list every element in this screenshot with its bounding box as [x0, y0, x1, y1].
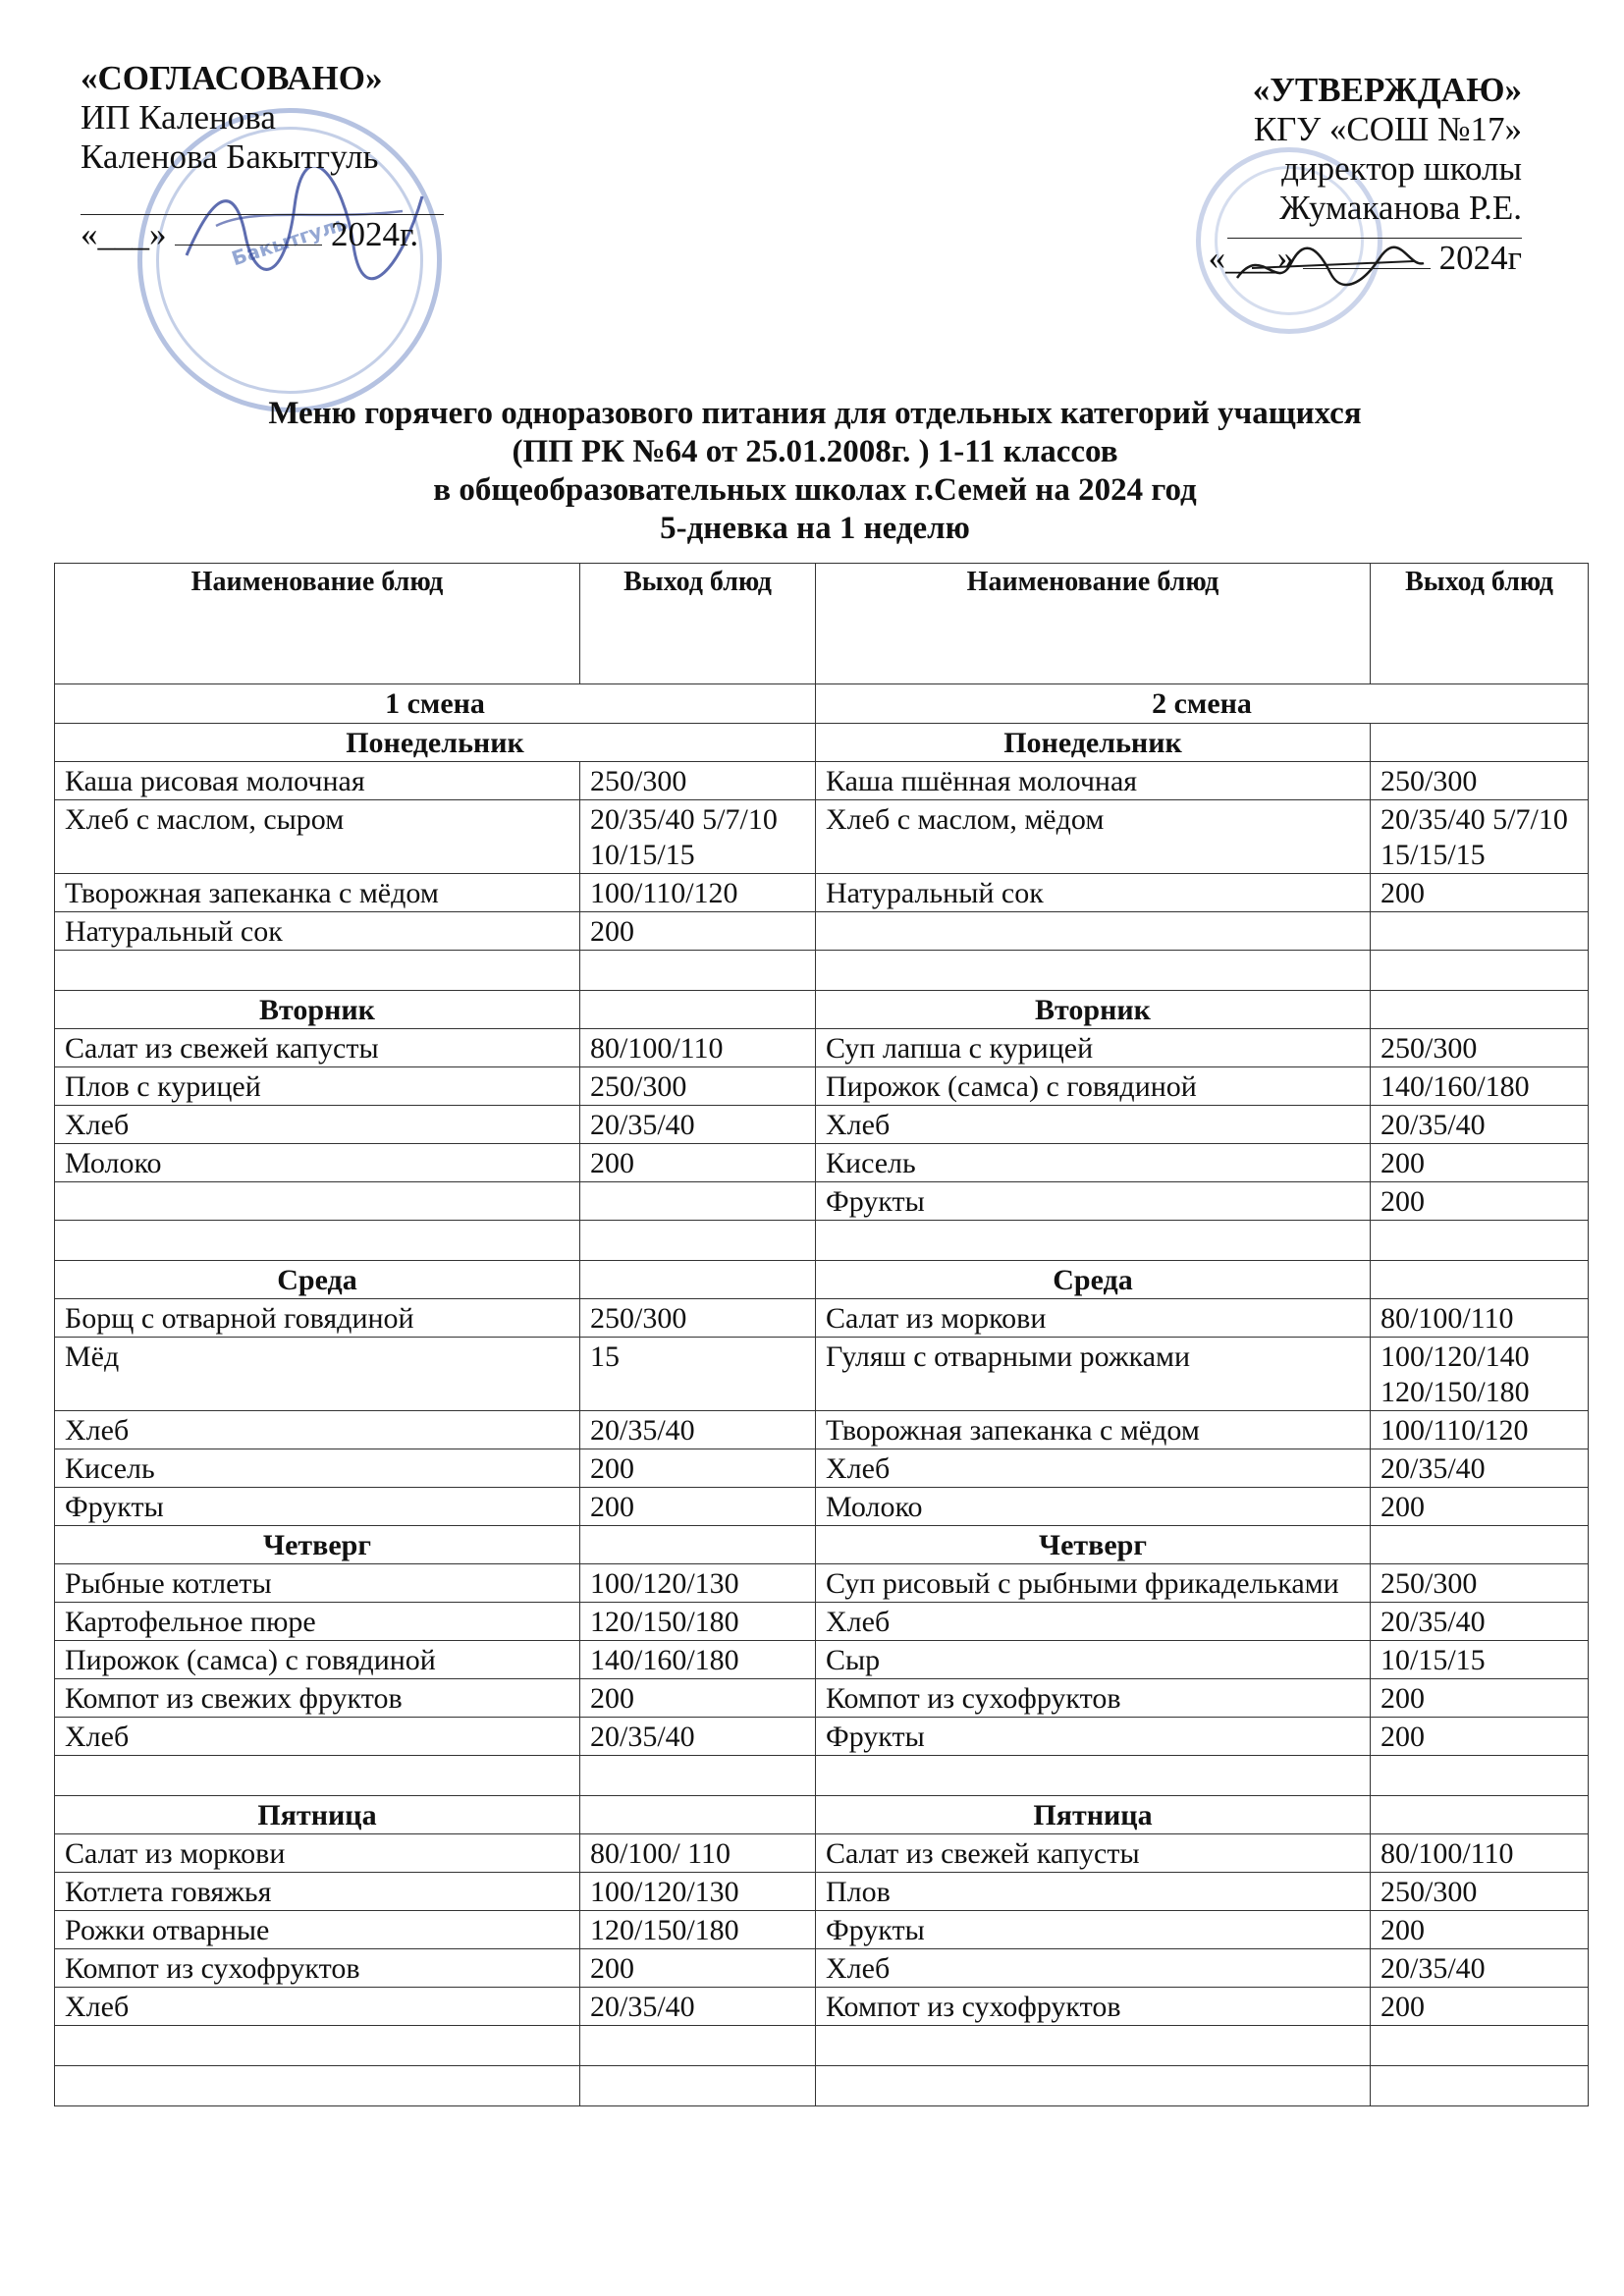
- dish-shift-1: Салат из моркови: [55, 1834, 580, 1873]
- yield-shift-1: 200: [580, 1144, 816, 1182]
- approve-date: [1168, 239, 1522, 278]
- agreed-date-suffix: 2024г.: [331, 215, 419, 253]
- yield-shift-1: 20/35/40 5/7/10 10/15/15: [580, 800, 816, 874]
- empty-cell: [580, 2026, 816, 2066]
- yield-shift-2: [1371, 912, 1589, 951]
- column-header-yield-2: Выход блюд: [1371, 564, 1589, 684]
- dish-shift-2: Хлеб с маслом, мёдом: [816, 800, 1371, 874]
- menu-table-body: [55, 684, 1589, 2106]
- empty-cell: [1371, 991, 1589, 1029]
- empty-cell: [1371, 2026, 1589, 2066]
- table-row: [55, 1182, 1589, 1221]
- yield-shift-1: 200: [580, 1488, 816, 1526]
- column-header-dish-2: Наименование блюд: [816, 564, 1371, 684]
- dish-shift-1: Компот из свежих фруктов: [55, 1679, 580, 1718]
- dish-shift-1: Кисель: [55, 1449, 580, 1488]
- yield-shift-1: 20/35/40: [580, 1988, 816, 2026]
- column-header-dish-1: Наименование блюд: [55, 564, 580, 684]
- agreed-org: ИП Каленова: [81, 98, 276, 137]
- table-row: [55, 1718, 1589, 1756]
- shift-1-label: 1 смена: [55, 684, 816, 724]
- signature-line-left: [81, 177, 444, 215]
- yield-shift-2: 200: [1371, 1679, 1589, 1718]
- day-header-row: [55, 1526, 1589, 1564]
- table-row: [55, 1679, 1589, 1718]
- yield-shift-2: 140/160/180: [1371, 1067, 1589, 1106]
- table-row: [55, 1029, 1589, 1067]
- dish-shift-2: [816, 912, 1371, 951]
- yield-shift-2: 100/120/140 120/150/180: [1371, 1338, 1589, 1411]
- empty-cell: [1371, 1221, 1589, 1261]
- dish-shift-1: Фрукты: [55, 1488, 580, 1526]
- agreed-heading: «СОГЛАСОВАНО»: [81, 59, 383, 97]
- yield-shift-1: [580, 1182, 816, 1221]
- empty-cell: [580, 1756, 816, 1796]
- dish-shift-1: Хлеб: [55, 1411, 580, 1449]
- empty-cell: [1371, 1756, 1589, 1796]
- empty-cell: [580, 991, 816, 1029]
- yield-shift-2: 250/300: [1371, 762, 1589, 800]
- dish-shift-1: Рыбные котлеты: [55, 1564, 580, 1603]
- empty-cell: [1371, 1526, 1589, 1564]
- table-row: [55, 1411, 1589, 1449]
- dish-shift-2: Хлеб: [816, 1603, 1371, 1641]
- empty-cell: [55, 1756, 580, 1796]
- yield-shift-1: 250/300: [580, 762, 816, 800]
- yield-shift-2: 20/35/40: [1371, 1449, 1589, 1488]
- day-label-shift-2: Вторник: [816, 991, 1371, 1029]
- dish-shift-2: Натуральный сок: [816, 874, 1371, 912]
- dish-shift-2: Сыр: [816, 1641, 1371, 1679]
- day-label-shift-1: Понедельник: [55, 724, 816, 762]
- shift-2-label: 2 смена: [816, 684, 1589, 724]
- table-row: [55, 1564, 1589, 1603]
- dish-shift-2: Суп рисовый с рыбными фрикадельками: [816, 1564, 1371, 1603]
- yield-shift-1: 20/35/40: [580, 1411, 816, 1449]
- table-row: [55, 800, 1589, 874]
- approve-date-prefix: «___»: [1208, 239, 1295, 277]
- dish-shift-1: Каша рисовая молочная: [55, 762, 580, 800]
- empty-cell: [1371, 1261, 1589, 1299]
- yield-shift-1: 120/150/180: [580, 1603, 816, 1641]
- empty-cell: [816, 2066, 1371, 2106]
- yield-shift-2: 200: [1371, 1718, 1589, 1756]
- approve-date-suffix: 2024г: [1438, 239, 1522, 277]
- dish-shift-2: Плов: [816, 1873, 1371, 1911]
- day-header-row: [55, 991, 1589, 1029]
- yield-shift-2: 200: [1371, 1488, 1589, 1526]
- dish-shift-1: Натуральный сок: [55, 912, 580, 951]
- dish-shift-2: Каша пшённая молочная: [816, 762, 1371, 800]
- yield-shift-2: 200: [1371, 1182, 1589, 1221]
- yield-shift-2: 200: [1371, 1144, 1589, 1182]
- dish-shift-2: Фрукты: [816, 1182, 1371, 1221]
- yield-shift-1: 250/300: [580, 1299, 816, 1338]
- empty-cell: [1371, 2066, 1589, 2106]
- agreed-date-prefix: «___»: [81, 215, 167, 253]
- spacer-row: [55, 1756, 1589, 1796]
- empty-cell: [55, 2066, 580, 2106]
- empty-cell: [580, 1526, 816, 1564]
- dish-shift-2: Фрукты: [816, 1718, 1371, 1756]
- dish-shift-2: Суп лапша с курицей: [816, 1029, 1371, 1067]
- table-row: [55, 1603, 1589, 1641]
- empty-cell: [580, 2066, 816, 2106]
- dish-shift-2: Гуляш с отварными рожками: [816, 1338, 1371, 1411]
- dish-shift-2: Кисель: [816, 1144, 1371, 1182]
- shift-row: [55, 684, 1589, 724]
- yield-shift-1: 200: [580, 1449, 816, 1488]
- yield-shift-1: 100/120/130: [580, 1873, 816, 1911]
- empty-cell: [816, 1756, 1371, 1796]
- date-blank-right: [1303, 268, 1431, 269]
- table-row: [55, 1067, 1589, 1106]
- yield-shift-2: 250/300: [1371, 1029, 1589, 1067]
- table-row: [55, 1338, 1589, 1411]
- yield-shift-1: 15: [580, 1338, 816, 1411]
- day-label-shift-1: Вторник: [55, 991, 580, 1029]
- dish-shift-1: Котлета говяжья: [55, 1873, 580, 1911]
- yield-shift-2: 20/35/40 5/7/10 15/15/15: [1371, 800, 1589, 874]
- document-title: [59, 395, 1571, 548]
- dish-shift-1: Компот из сухофруктов: [55, 1949, 580, 1988]
- yield-shift-2: 250/300: [1371, 1873, 1589, 1911]
- table-row: [55, 874, 1589, 912]
- dish-shift-1: Молоко: [55, 1144, 580, 1182]
- dish-shift-1: Плов с курицей: [55, 1067, 580, 1106]
- approve-org: КГУ «СОШ №17»: [1253, 110, 1522, 148]
- yield-shift-2: 200: [1371, 1988, 1589, 2026]
- empty-cell: [55, 1221, 580, 1261]
- title-line-2: (ПП РК №64 от 25.01.2008г. ) 1-11 классов: [512, 434, 1118, 469]
- dish-shift-2: Творожная запеканка с мёдом: [816, 1411, 1371, 1449]
- table-row: [55, 1299, 1589, 1338]
- yield-shift-1: 200: [580, 1679, 816, 1718]
- yield-shift-1: 140/160/180: [580, 1641, 816, 1679]
- yield-shift-1: 250/300: [580, 1067, 816, 1106]
- day-label-shift-2: Пятница: [816, 1796, 1371, 1834]
- dish-shift-2: Салат из свежей капусты: [816, 1834, 1371, 1873]
- yield-shift-1: 80/100/110: [580, 1029, 816, 1067]
- empty-cell: [816, 951, 1371, 991]
- dish-shift-2: Молоко: [816, 1488, 1371, 1526]
- table-row: [55, 1873, 1589, 1911]
- title-line-1: Меню горячего одноразового питания для отдельных категорий учащихся: [268, 396, 1362, 431]
- agreed-date: [81, 215, 493, 254]
- dish-shift-2: Хлеб: [816, 1449, 1371, 1488]
- spacer-row: [55, 1221, 1589, 1261]
- approve-person: Жумаканова Р.Е.: [1279, 189, 1522, 227]
- dish-shift-1: Хлеб с маслом, сыром: [55, 800, 580, 874]
- yield-shift-1: 100/120/130: [580, 1564, 816, 1603]
- yield-shift-1: 20/35/40: [580, 1106, 816, 1144]
- empty-cell: [580, 951, 816, 991]
- column-header-yield-1: Выход блюд: [580, 564, 816, 684]
- yield-shift-2: 250/300: [1371, 1564, 1589, 1603]
- dish-shift-1: Пирожок (самса) с говядиной: [55, 1641, 580, 1679]
- day-label-shift-2: Понедельник: [816, 724, 1371, 762]
- yield-shift-2: 100/110/120: [1371, 1411, 1589, 1449]
- dish-shift-2: Пирожок (самса) с говядиной: [816, 1067, 1371, 1106]
- empty-cell: [580, 1221, 816, 1261]
- approval-block-right: [1168, 71, 1522, 278]
- table-row: [55, 1988, 1589, 2026]
- agreed-person: Каленова Бакытгуль: [81, 137, 379, 176]
- yield-shift-1: 100/110/120: [580, 874, 816, 912]
- yield-shift-2: 20/35/40: [1371, 1949, 1589, 1988]
- table-row: [55, 1144, 1589, 1182]
- day-header-row: [55, 724, 1589, 762]
- yield-shift-2: 80/100/110: [1371, 1834, 1589, 1873]
- table-row: [55, 762, 1589, 800]
- empty-cell: [1371, 1796, 1589, 1834]
- signature-line-right: [1227, 228, 1522, 239]
- table-row: [55, 1834, 1589, 1873]
- empty-cell: [816, 2026, 1371, 2066]
- yield-shift-1: 200: [580, 1949, 816, 1988]
- yield-shift-1: 80/100/ 110: [580, 1834, 816, 1873]
- dish-shift-2: Компот из сухофруктов: [816, 1988, 1371, 2026]
- dish-shift-1: Хлеб: [55, 1106, 580, 1144]
- dish-shift-1: Рожки отварные: [55, 1911, 580, 1949]
- empty-cell: [55, 2026, 580, 2066]
- title-line-4: 5-дневка на 1 неделю: [660, 511, 970, 546]
- day-label-shift-1: Среда: [55, 1261, 580, 1299]
- empty-cell: [1371, 951, 1589, 991]
- table-row: [55, 912, 1589, 951]
- approve-heading: «УТВЕРЖДАЮ»: [1252, 71, 1522, 109]
- day-label-shift-2: Среда: [816, 1261, 1371, 1299]
- table-row: [55, 1449, 1589, 1488]
- table-header-row: [55, 564, 1589, 684]
- dish-shift-2: Салат из моркови: [816, 1299, 1371, 1338]
- day-label-shift-2: Четверг: [816, 1526, 1371, 1564]
- spacer-row: [55, 951, 1589, 991]
- yield-shift-1: 120/150/180: [580, 1911, 816, 1949]
- spacer-row: [55, 2066, 1589, 2106]
- empty-cell: [580, 1796, 816, 1834]
- yield-shift-2: 20/35/40: [1371, 1603, 1589, 1641]
- dish-shift-1: Хлеб: [55, 1988, 580, 2026]
- empty-cell: [816, 1221, 1371, 1261]
- day-label-shift-1: Четверг: [55, 1526, 580, 1564]
- dish-shift-1: Мёд: [55, 1338, 580, 1411]
- table-row: [55, 1641, 1589, 1679]
- day-label-shift-1: Пятница: [55, 1796, 580, 1834]
- yield-shift-2: 200: [1371, 874, 1589, 912]
- menu-table: [54, 563, 1589, 2106]
- day-header-row: [55, 1796, 1589, 1834]
- dish-shift-1: Творожная запеканка с мёдом: [55, 874, 580, 912]
- yield-shift-2: 10/15/15: [1371, 1641, 1589, 1679]
- dish-shift-2: Фрукты: [816, 1911, 1371, 1949]
- table-row: [55, 1911, 1589, 1949]
- empty-cell: [55, 951, 580, 991]
- seal-stamp-text: Бакытгуль: [228, 210, 352, 271]
- date-blank-left: [175, 245, 322, 246]
- dish-shift-2: Компот из сухофруктов: [816, 1679, 1371, 1718]
- dish-shift-1: [55, 1182, 580, 1221]
- dish-shift-1: Картофельное пюре: [55, 1603, 580, 1641]
- approval-block-left: [81, 59, 493, 254]
- title-line-3: в общеобразовательных школах г.Семей на 2024 год: [433, 472, 1197, 508]
- yield-shift-2: 80/100/110: [1371, 1299, 1589, 1338]
- table-row: [55, 1488, 1589, 1526]
- empty-cell: [1371, 724, 1589, 762]
- table-row: [55, 1106, 1589, 1144]
- yield-shift-1: 20/35/40: [580, 1718, 816, 1756]
- dish-shift-2: Хлеб: [816, 1106, 1371, 1144]
- dish-shift-1: Салат из свежей капусты: [55, 1029, 580, 1067]
- day-header-row: [55, 1261, 1589, 1299]
- yield-shift-1: 200: [580, 912, 816, 951]
- dish-shift-1: Борщ с отварной говядиной: [55, 1299, 580, 1338]
- approve-position: директор школы: [1281, 149, 1522, 188]
- yield-shift-2: 20/35/40: [1371, 1106, 1589, 1144]
- empty-cell: [580, 1261, 816, 1299]
- spacer-row: [55, 2026, 1589, 2066]
- yield-shift-2: 200: [1371, 1911, 1589, 1949]
- dish-shift-1: Хлеб: [55, 1718, 580, 1756]
- dish-shift-2: Хлеб: [816, 1949, 1371, 1988]
- table-row: [55, 1949, 1589, 1988]
